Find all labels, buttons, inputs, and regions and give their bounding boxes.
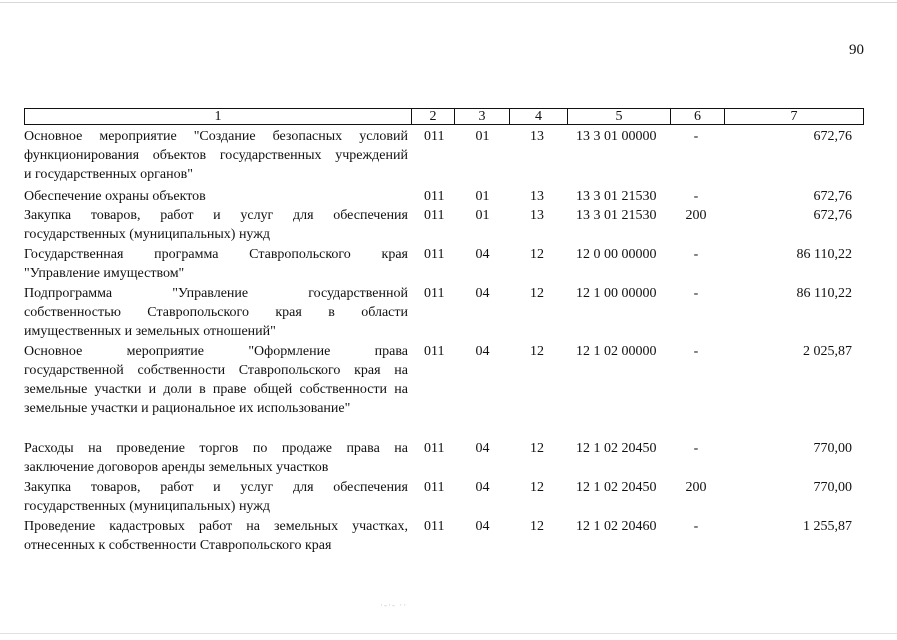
description-line: Расходы на проведение торгов по продаже права на: [24, 441, 408, 456]
row-description: [24, 127, 408, 184]
cell-expense-type: -: [693, 519, 699, 534]
description-line: и государственных органов": [24, 167, 193, 182]
scan-bottom-edge: [0, 633, 897, 634]
cell-section: 04: [475, 519, 490, 534]
description-line: государственных (муниципальных) нужд: [24, 227, 271, 242]
cell-subsection: 12: [530, 441, 544, 456]
cell-subsection: 12: [530, 344, 544, 359]
cell-target-article: 12 1 00 00000: [576, 286, 657, 301]
description-line: Закупка товаров, работ и услуг для обеспечения: [24, 208, 408, 223]
cell-amount: 672,76: [813, 208, 852, 223]
cell-section: 04: [475, 344, 490, 359]
row-description: [24, 187, 408, 206]
description-line: имущественных и земельных отношений": [24, 324, 276, 339]
cell-expense-type: 200: [685, 480, 707, 495]
cell-amount: 86 110,22: [796, 286, 852, 301]
cell-section: 04: [475, 480, 490, 495]
header-col-4: 4: [509, 108, 568, 125]
description-line: Государственная программа Ставропольского края: [24, 247, 408, 262]
description-line: Подпрограмма "Управление государственной: [24, 286, 408, 301]
cell-subsection: 12: [530, 480, 544, 495]
cell-section: 04: [475, 247, 490, 262]
scan-top-edge: [0, 2, 897, 3]
cell-amount: 86 110,22: [796, 247, 852, 262]
cell-expense-type: -: [693, 247, 699, 262]
description-line: государственных (муниципальных) нужд: [24, 499, 271, 514]
row-description: [24, 478, 408, 516]
description-line: Основное мероприятие "Создание безопасных условий: [24, 129, 408, 144]
page-number: 90: [849, 42, 864, 58]
cell-amount: 770,00: [813, 480, 852, 495]
cell-expense-type: -: [693, 189, 699, 204]
cell-amount: 2 025,87: [803, 344, 852, 359]
cell-ministry-code: 011: [424, 208, 445, 223]
cell-section: 04: [475, 286, 490, 301]
cell-target-article: 12 1 02 20450: [576, 480, 657, 495]
description-line: земельные участки и рациональное их использование": [24, 401, 351, 416]
cell-subsection: 13: [530, 208, 544, 223]
cell-amount: 672,76: [813, 129, 852, 144]
cell-target-article: 13 3 01 00000: [576, 129, 657, 144]
cell-expense-type: 200: [685, 208, 707, 223]
description-line: заключение договоров аренды земельных участков: [24, 460, 329, 475]
row-description: [24, 245, 408, 283]
cell-ministry-code: 011: [424, 519, 445, 534]
cell-subsection: 12: [530, 247, 544, 262]
header-col-6: 6: [670, 108, 725, 125]
description-line: собственностью Ставропольского края в области: [24, 305, 408, 320]
description-line: земельные участки и доли в праве общей собственности на: [24, 382, 408, 397]
header-col-7: 7: [724, 108, 864, 125]
cell-section: 04: [475, 441, 490, 456]
cell-amount: 770,00: [813, 441, 852, 456]
description-line: Основное мероприятие "Оформление права: [24, 344, 408, 359]
cell-expense-type: -: [693, 441, 699, 456]
description-line: государственной собственности Ставропольского края на: [24, 363, 408, 378]
scan-smudge: ·-·- ··: [380, 600, 408, 610]
row-description: [24, 439, 408, 477]
cell-ministry-code: 011: [424, 247, 445, 262]
header-col-1: 1: [24, 108, 412, 125]
cell-target-article: 13 3 01 21530: [576, 208, 657, 223]
cell-expense-type: -: [693, 286, 699, 301]
cell-ministry-code: 011: [424, 286, 445, 301]
cell-expense-type: -: [693, 129, 699, 144]
cell-amount: 1 255,87: [803, 519, 852, 534]
row-description: [24, 517, 408, 555]
cell-section: 01: [475, 129, 490, 144]
cell-subsection: 12: [530, 519, 544, 534]
cell-target-article: 12 1 02 20450: [576, 441, 657, 456]
cell-subsection: 12: [530, 286, 544, 301]
cell-subsection: 13: [530, 189, 544, 204]
cell-ministry-code: 011: [424, 441, 445, 456]
description-line: Обеспечение охраны объектов: [24, 189, 206, 204]
cell-ministry-code: 011: [424, 480, 445, 495]
header-col-3: 3: [454, 108, 510, 125]
description-line: "Управление имуществом": [24, 266, 185, 281]
cell-target-article: 12 1 02 00000: [576, 344, 657, 359]
cell-target-article: 12 0 00 00000: [576, 247, 657, 262]
cell-section: 01: [475, 208, 490, 223]
description-line: отнесенных к собственности Ставропольского края: [24, 538, 332, 553]
cell-section: 01: [475, 189, 490, 204]
header-col-5: 5: [567, 108, 671, 125]
cell-target-article: 13 3 01 21530: [576, 189, 657, 204]
cell-target-article: 12 1 02 20460: [576, 519, 657, 534]
cell-ministry-code: 011: [424, 344, 445, 359]
cell-expense-type: -: [693, 344, 699, 359]
description-line: функционирования объектов государственных учреждений: [24, 148, 408, 163]
row-description: [24, 206, 408, 244]
header-col-2: 2: [411, 108, 455, 125]
cell-ministry-code: 011: [424, 129, 445, 144]
description-line: Проведение кадастровых работ на земельных участках,: [24, 519, 408, 534]
row-description: [24, 284, 408, 341]
cell-amount: 672,76: [813, 189, 852, 204]
cell-subsection: 13: [530, 129, 544, 144]
description-line: Закупка товаров, работ и услуг для обеспечения: [24, 480, 408, 495]
cell-ministry-code: 011: [424, 189, 445, 204]
row-description: [24, 342, 408, 418]
